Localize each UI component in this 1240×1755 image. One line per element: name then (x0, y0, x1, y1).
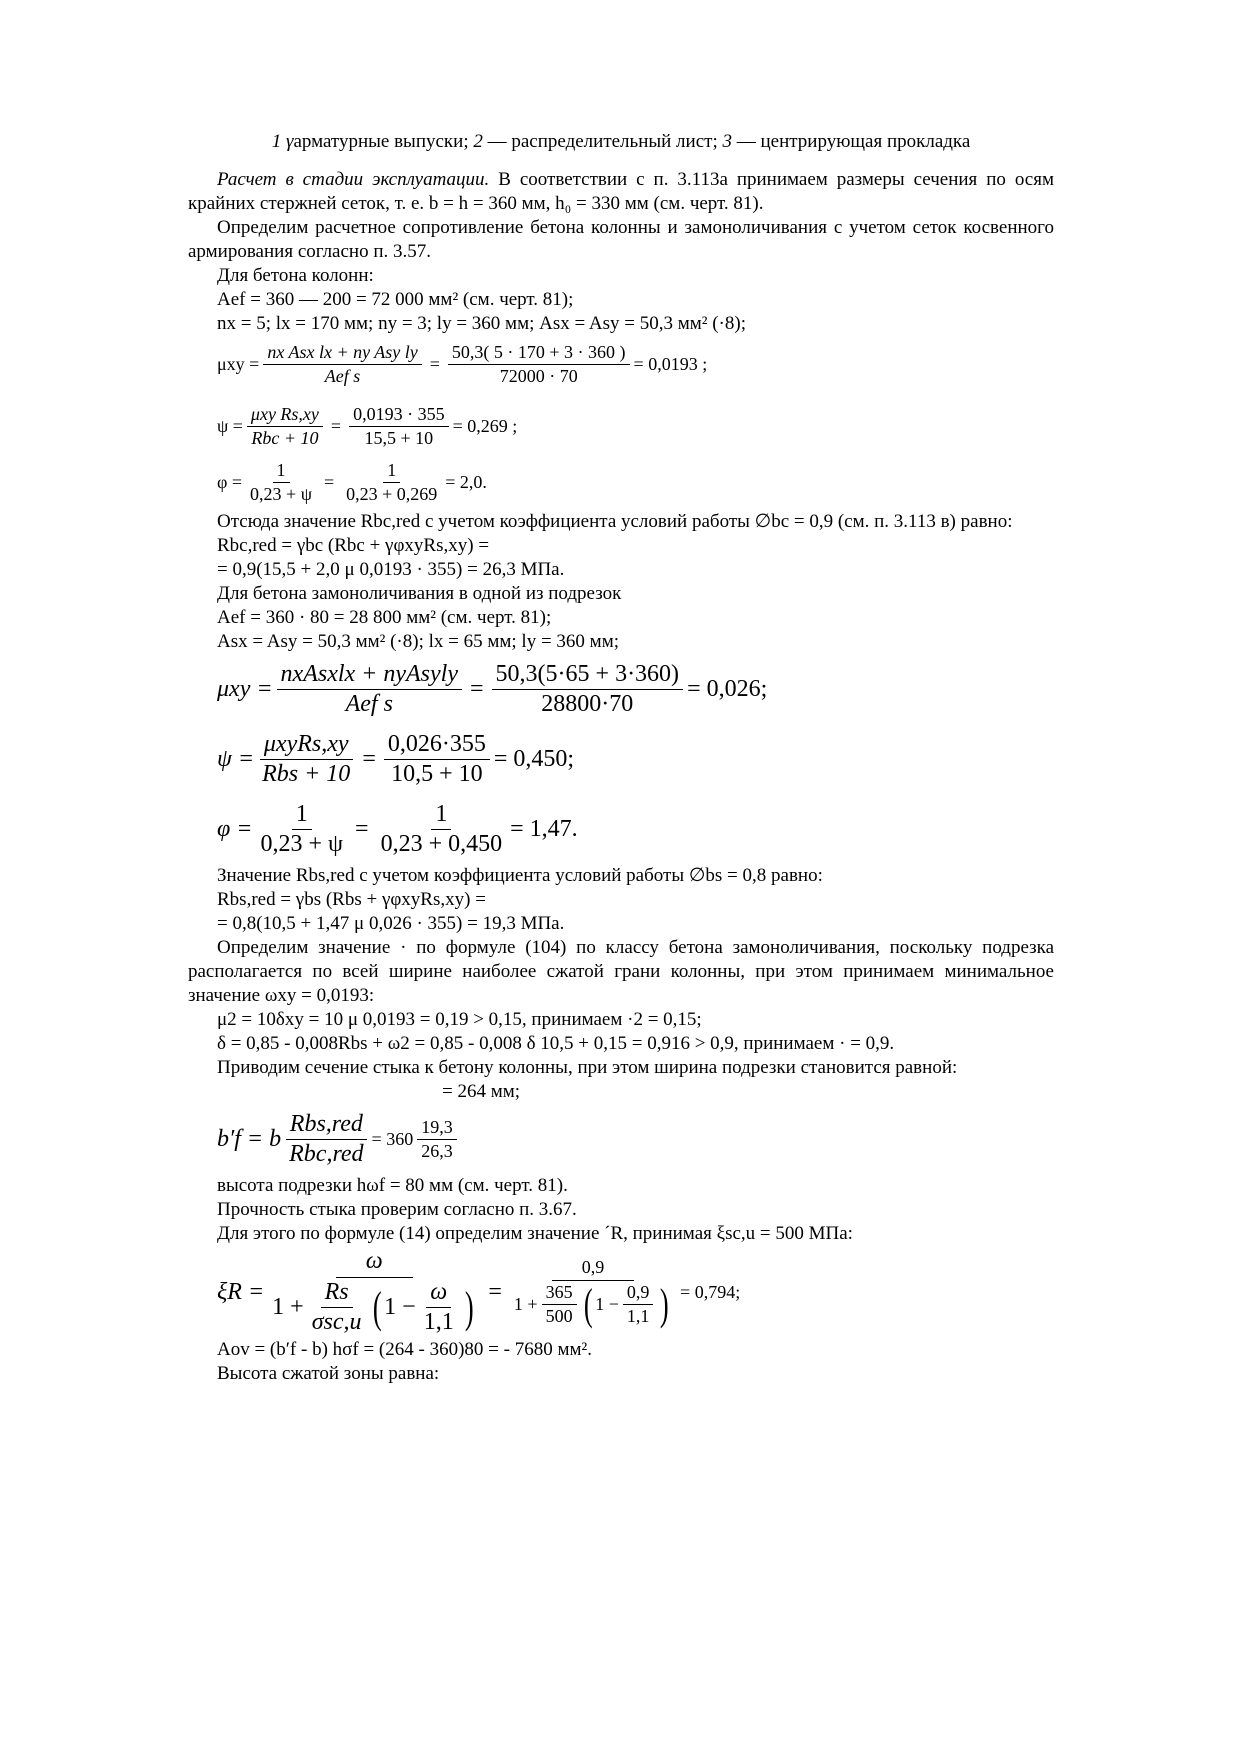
formula-result: = 0,450; (493, 745, 575, 772)
line-compressed-zone: Высота сжатой зоны равна: (217, 1363, 440, 1384)
caption-num-3: 3 (722, 131, 732, 152)
formula-lhs: μxy = (217, 353, 260, 374)
operation-stage-text: В соответствии с п. 3.113а принимаем размеры сечения по осям крайних стержней сеток, т. е. b = h = 360 мм, h₀ = 330 мм (см. черт. 81). (188, 169, 1054, 214)
denominator-one-minus: 1 − (595, 1294, 619, 1314)
fraction-numerator: μxy Rs,xy (247, 404, 323, 427)
formula-result: = 2,0. (445, 471, 487, 492)
line-mu2: μ2 = 10δxy = 10 μ 0,0193 = 0,19 > 0,15, принимаем ·2 = 0,15; (217, 1009, 702, 1030)
fraction-numerator: 0,0193 · 355 (349, 404, 449, 427)
formula-phi-column: φ = $\frac{1}{0,23 + \psi}$ = $\frac{1}{0,23 + 0,269}$ = 2,0. (217, 459, 487, 504)
fraction-numerator: 365 (542, 1282, 577, 1305)
fraction-numeric (384, 731, 490, 788)
line-grid-params-grouting: Asx = Asy = 50,3 мм² (·8); lx = 65 мм; ly = 360 мм; (217, 631, 620, 652)
fraction-denominator: 28800·70 (541, 690, 634, 717)
fraction-numerator: 50,3(5·65 + 3·360) (492, 661, 684, 690)
fraction-numerator: 1 (292, 801, 312, 830)
fraction-numeric (377, 801, 507, 858)
fraction-numerator: 1 (431, 801, 451, 830)
operation-stage-heading: Расчет в стадии эксплуатации. (217, 169, 490, 190)
fraction-numerator: μxyRs,xy (260, 731, 353, 760)
fraction-denominator: 1 + Rs σsc,u ( 1 − $\frac{\omega}{1,1}$ ) (272, 1279, 474, 1335)
fraction-rs-sigma (308, 1279, 366, 1336)
caption-num-1: 1 (271, 131, 286, 152)
fraction-numerator: 1 (383, 460, 400, 483)
line-grouting-concrete: Для бетона замоноличивания в одной из подрезок (217, 583, 622, 604)
line-aov: Aov = (b′f - b) hσf = (264 - 360)80 = - 7680 мм². (217, 1339, 592, 1360)
fraction-symbolic (263, 342, 421, 387)
fraction-denominator: σsc,u (311, 1309, 362, 1335)
line-rbs-red-formula: Rbs,red = γbs (Rbs + γφxyRs,xy) = (217, 889, 486, 910)
fraction-numeric (417, 1117, 457, 1162)
fraction-denominator: Rbc + 10 (251, 427, 319, 448)
formula-result: = 0,794; (680, 1281, 741, 1302)
paragraph-operation-stage (188, 168, 1054, 216)
line-bf-result: = 264 мм; (442, 1081, 521, 1102)
fraction-denominator: Rbc,red (289, 1140, 364, 1167)
fraction-symbolic (247, 404, 323, 449)
formula-lhs: ξR = (217, 1278, 265, 1305)
formula-mu-xy-grouting: μxy = nxAsxlx + nyAsyly Aef s = $\frac{50,3(5\cdot 65 + 3\cdot 360)}{28800\cdot 70}$ = 0,026; (217, 660, 768, 717)
fraction-numerator: Rbs,red (286, 1111, 367, 1140)
fraction-numerator: 0,9 (623, 1282, 654, 1305)
fraction-denominator: Rbs + 10 (262, 760, 351, 787)
formula-lhs: ψ = (217, 745, 255, 772)
fraction-denominator: 10,5 + 10 (391, 760, 483, 787)
formula-psi-grouting: ψ = μxyRs,xy Rbs + 10 = $\frac{0,026\cdot 355}{10,5 + 10}$ = 0,450; (217, 730, 575, 787)
fraction-numerator: Rs (321, 1279, 353, 1308)
fraction-365-500 (542, 1282, 577, 1327)
caption-text-1: арматурные выпуски; (293, 131, 474, 152)
denominator-one-minus: 1 − (384, 1294, 416, 1320)
formula-middle: = 360 (371, 1128, 414, 1149)
formula-result: = 0,0193 ; (633, 353, 708, 374)
formula-psi-column: ψ = μxy Rs,xy Rbc + 10 = $\frac{0,0193 \cdot 355}{15,5 + 10}$ = 0,269 ; (217, 403, 518, 448)
fraction-numerator: 0,9 (552, 1257, 635, 1281)
fraction-omega (420, 1279, 458, 1336)
denominator-one-plus: 1 + (272, 1294, 304, 1320)
formula-bf (188, 1104, 1054, 1174)
fraction-symbolic (258, 731, 354, 788)
fraction-symbolic (268, 1248, 480, 1336)
fraction-numeric (342, 460, 441, 505)
formula-xi-r: ξR = ω 1 + Rs σsc,u ( 1 − $\frac{\omega}{1,1}$ ) = 0,9 1 + $\frac{365}{500}$ ( 1 − $\frac{0,9}{1,1}$ ) = 0,794; (217, 1248, 741, 1335)
fraction-symbolic (285, 1111, 367, 1168)
fraction-denominator: 0,23 + ψ (250, 483, 312, 504)
fraction-numerator: nxAsxlx + nyAsyly (277, 661, 462, 690)
paragraph-rbc-red: Отсюда значение Rbc,red с учетом коэффициента условий работы ∅bc = 0,9 (см. п. 3.113 в) равно: (217, 511, 1013, 532)
formula-lhs: b′f = b (217, 1125, 282, 1152)
fraction-denominator: 1,1 (626, 1306, 650, 1326)
line-joint-strength: Прочность стыка проверим согласно п. 3.67. (217, 1199, 577, 1220)
caption-text-2: — распределительный лист; (482, 131, 723, 152)
fraction-denominator: 1,1 (423, 1309, 454, 1335)
formula-phi-grouting: φ = $\frac{1}{0,23 + \psi}$ = $\frac{1}{0,23 + 0,450}$ = 1,47. (217, 800, 578, 857)
line-rbs-red-intro: Значение Rbs,red с учетом коэффициента условий работы ∅bs = 0,8 равно: (217, 865, 823, 886)
fraction-numeric (510, 1257, 676, 1327)
denominator-one-plus: 1 + (513, 1294, 538, 1314)
formula-mu-xy-column: μxy = nx Asx lx + ny Asy ly Aef s = $\frac{50,3( 5 \cdot 170 + 3 \cdot 360 )}{72000 \cdot 70}$ = 0,0193 ; (217, 341, 708, 386)
line-delta: δ = 0,85 - 0,008Rbs + ω2 = 0,85 - 0,008 δ 10,5 + 0,15 = 0,916 > 0,9, принимаем · = 0,9. (217, 1033, 895, 1054)
fraction-denominator: Aef s (324, 365, 361, 386)
caption-sep: γ (285, 131, 294, 152)
fraction-numerator: 0,026·355 (384, 731, 490, 760)
formula-result: = 1,47. (510, 815, 578, 842)
line-rbs-red-value: = 0,8(10,5 + 1,47 μ 0,026 · 355) = 19,3 МПа. (217, 913, 565, 934)
formula-result: = 0,026; (687, 675, 768, 702)
fraction-numerator: 50,3( 5 · 170 + 3 · 360 ) (448, 342, 630, 365)
fraction-09-11 (623, 1282, 654, 1327)
fraction-numerator: ω (426, 1279, 451, 1308)
fraction-denominator: 26,3 (421, 1140, 453, 1161)
fraction-denominator: 0,23 + ψ (260, 830, 344, 857)
formula-result: = 0,269 ; (452, 415, 518, 436)
line-cut-height: высота подрезки hωf = 80 мм (см. черт. 81). (217, 1175, 568, 1196)
fraction-denominator: 1 + $\frac{365}{500}$ ( 1 − $\frac{0,9}{1,1}$ ) (513, 1279, 670, 1329)
fraction-numerator: ω (336, 1248, 413, 1278)
fraction-denominator: 0,23 + 0,269 (346, 483, 438, 504)
fraction-numeric (492, 661, 684, 718)
formula-lhs: φ = (217, 815, 253, 842)
fraction-numerator: nx Asx lx + ny Asy ly (263, 342, 421, 365)
formula-lhs: φ = (217, 471, 243, 492)
paragraph-resistance: Определим расчетное сопротивление бетона колонны и замоноличивания с учетом сеток косвенного армирования согласно п. 3.57. (188, 217, 1054, 262)
line-column-concrete: Для бетона колонн: (217, 265, 374, 286)
line-rbc-red-formula: Rbc,red = γbc (Rbc + γφxyRs,xy) = (217, 535, 490, 556)
line-grid-params-column: nx = 5; lx = 170 мм; ny = 3; ly = 360 мм; Asx = Asy = 50,3 мм² (·8); (217, 313, 746, 334)
fraction-numeric (448, 342, 630, 387)
fraction-symbolic (277, 661, 462, 718)
fraction-symbolic (256, 801, 347, 858)
line-aef-grouting: Aef = 360 · 80 = 28 800 мм² (см. черт. 81); (217, 607, 552, 628)
fraction-denominator: Aef s (345, 690, 393, 717)
line-rbc-red-value: = 0,9(15,5 + 2,0 μ 0,0193 · 355) = 26,3 МПа. (217, 559, 565, 580)
line-section-reduction: Приводим сечение стыка к бетону колонны, при этом ширина подрезки становится равной: (217, 1057, 958, 1078)
fraction-denominator: 500 (545, 1306, 573, 1326)
fraction-numeric (349, 404, 449, 449)
paragraph-formula-104: Определим значение · по формуле (104) по классу бетона замоноличивания, поскольку подрезка располагается по всей ширине наиболее сжатой грани колонны, при этом принимаем минимальное значение ωxy = 0,0193: (188, 937, 1054, 1006)
fraction-denominator: 72000 · 70 (499, 365, 578, 386)
caption-text-3: — центрирующая прокладка (731, 131, 971, 152)
line-aef-column: Aef = 360 — 200 = 72 000 мм² (см. черт. 81); (217, 289, 574, 310)
figure-caption (188, 130, 1054, 154)
document-page (188, 130, 1054, 1386)
fraction-numerator: 19,3 (417, 1117, 457, 1140)
line-formula-14-intro: Для этого по формуле (14) определим значение ´R, принимая ξsc,u = 500 МПа: (217, 1223, 853, 1244)
fraction-denominator: 15,5 + 10 (364, 427, 434, 448)
formula-lhs: ψ = (217, 415, 243, 436)
fraction-denominator: 0,23 + 0,450 (380, 830, 503, 857)
formula-lhs: μxy = (217, 675, 273, 702)
caption-num-2: 2 (473, 131, 483, 152)
fraction-numerator: 1 (273, 460, 290, 483)
fraction-symbolic (246, 460, 316, 505)
